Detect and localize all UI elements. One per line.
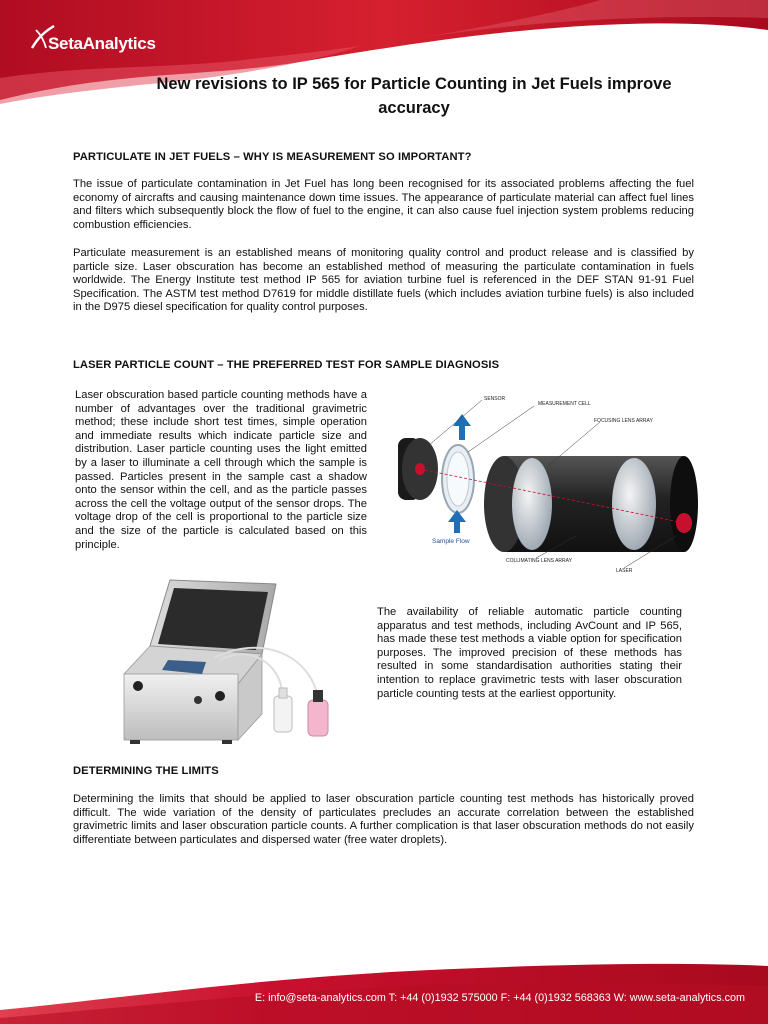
- footer-contact: E: info@seta-analytics.com T: +44 (0)1932 575000 F: +44 (0)1932 568363 W: www.seta-analytics.com: [254, 992, 745, 1004]
- label-sample-flow: Sample Flow: [432, 538, 470, 545]
- label-measurement-cell: MEASUREMENT CELL: [538, 401, 591, 407]
- paragraph-particulate-2: Particulate measurement is an established means of monitoring quality control and product release and is classified by particle size. Laser obscuration has become an established method of measuring the particulate contamination in fuels worldwide. The Energy Institute test method IP 565 for aviation turbine fuel is referenced in the DEF STAN 91-91 Fuel Specification. The ASTM test method D7619 for middle distillate fuels (which includes aviation turbine fuels) is also included in the D975 diesel specification for quality control purposes.: [73, 247, 694, 314]
- label-laser: LASER: [616, 568, 633, 574]
- optical-tube: [484, 456, 698, 552]
- label-sensor: SENSOR: [484, 396, 506, 402]
- section-heading-particulate: PARTICULATE IN JET FUELS – WHY IS MEASUREMENT SO IMPORTANT?: [73, 151, 472, 163]
- sensor-disk: [398, 438, 438, 500]
- paragraph-limits-1: Determining the limits that should be applied to laser obscuration particle counting test methods has historically proved difficult. The wide variation of the density of particulates precludes an accurate correlation between the established gravimetric limits and laser obscuration particle counts. A further complication is that laser obscuration methods do not easily differentiate between particulates and dispersed water (free water droplets).: [73, 793, 694, 846]
- label-focusing-lens: FOCUSING LENS ARRAY: [594, 418, 653, 424]
- page-title: New revisions to IP 565 for Particle Counting in Jet Fuels improve accuracy: [156, 75, 672, 117]
- flow-up-arrow-icon: [453, 414, 471, 440]
- flow-in-arrow-icon: [448, 510, 466, 533]
- laser-cell-diagram: [386, 386, 704, 578]
- brand-name: SetaAnalytics: [48, 34, 156, 53]
- paragraph-particulate-1: The issue of particulate contamination in Jet Fuel has long been recognised for its associated problems affecting the fuel economy of aircrafts and causing maintenance down time issues. The appearance of particulate material can affect fuel lines and filters which subsequently block the flow of fuel to the engine, it can also cause fuel injection system problems reducing combustion efficiencies.: [73, 178, 694, 231]
- paragraph-laser-count-2: The availability of reliable automatic particle counting apparatus and test methods, including AvCount and IP 565, has made these test methods a viable option for specification purposes. The improved precision of these methods has resulted in some standardisation authorities stating their intention to replace gravimetric tests with laser obscuration particle counting tests at the earliest opportunity.: [377, 606, 682, 700]
- section-heading-limits: DETERMINING THE LIMITS: [73, 765, 219, 777]
- paragraph-laser-count-1: Laser obscuration based particle counting methods have a number of advantages over the traditional gravimetric method; these include short test times, simple operation and immediate results which indicate particle size and distribution. Laser particle counting uses the light emitted by a laser to illuminate a cell through which the sample is passed. Particles present in the sample cast a shadow onto the sensor within the cell, and as the particle passes across the cell the voltage output of the sensor drops. The voltage drop of the cell is proportional to the particle size and the size of the particle is calculated based on this principle.: [75, 389, 367, 551]
- particle-counter-instrument-image: [110, 574, 342, 752]
- section-heading-laser-count: LASER PARTICLE COUNT – THE PREFERRED TEST FOR SAMPLE DIAGNOSIS: [73, 359, 500, 371]
- label-collimating-lens: COLLIMATING LENS ARRAY: [506, 558, 572, 564]
- brand-logo: [30, 22, 190, 62]
